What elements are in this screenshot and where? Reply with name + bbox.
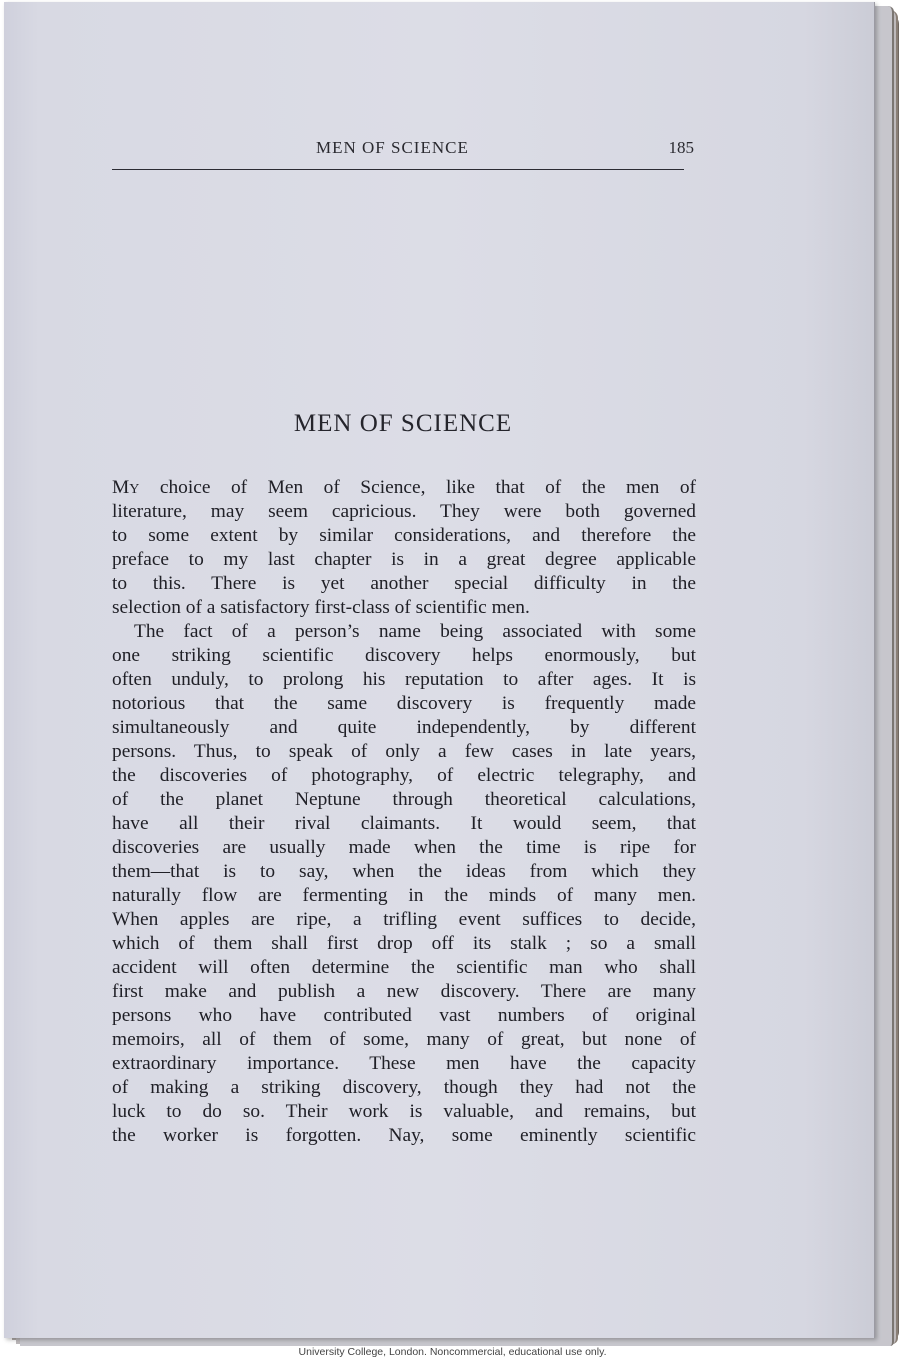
text-line: extraordinary importance. These men have the capacity <box>112 1053 696 1074</box>
text-line: to this. There is yet another special difficulty in the <box>112 573 696 594</box>
text-line: the worker is forgotten. Nay, some eminently scientific <box>112 1125 696 1146</box>
text-line: The fact of a person’s name being associated with some <box>134 621 696 642</box>
text-line: of making a striking discovery, though they had not the <box>112 1077 696 1098</box>
chapter-title: MEN OF SCIENCE <box>293 410 513 437</box>
text-line: persons. Thus, to speak of only a few cases in late years, <box>112 741 696 762</box>
text-line: notorious that the same discovery is frequently made <box>112 693 696 714</box>
footer-credit: University College, London. Noncommercial, educational use only. <box>298 1346 607 1358</box>
text-line: discoveries are usually made when the time is ripe for <box>112 837 696 858</box>
text-line-content: choice of Men of Science, like that of the men of <box>139 477 696 498</box>
body-text <box>112 476 696 1148</box>
text-line: accident will often determine the scientific man who shall <box>112 957 696 978</box>
text-line: simultaneously and quite independently, by different <box>112 717 696 738</box>
drop-word: My <box>112 477 140 498</box>
text-line: which of them shall first drop off its stalk ; so a small <box>112 933 696 954</box>
book-page <box>4 2 875 1338</box>
text-line: naturally flow are fermenting in the minds of many men. <box>112 885 696 906</box>
text-line: to some extent by similar considerations, and therefore the <box>112 525 696 546</box>
text-line: first make and publish a new discovery. There are many <box>112 981 696 1002</box>
text-line: of the planet Neptune through theoretical calculations, <box>112 789 696 810</box>
running-head-title: MEN OF SCIENCE <box>316 138 469 157</box>
text-line: When apples are ripe, a trifling event suffices to decide, <box>112 909 696 930</box>
text-line: memoirs, all of them of some, many of great, but none of <box>112 1029 696 1050</box>
text-line: one striking scientific discovery helps enormously, but <box>112 645 696 666</box>
text-line: them—that is to say, when the ideas from which they <box>112 861 696 882</box>
text-line: literature, may seem capricious. They were both governed <box>112 501 696 522</box>
header-rule <box>112 169 684 170</box>
running-head <box>112 138 694 160</box>
text-line: often unduly, to prolong his reputation to after ages. It is <box>112 669 696 690</box>
page-number: 185 <box>668 138 694 157</box>
text-line <box>112 476 696 500</box>
text-line: preface to my last chapter is in a great degree applicable <box>112 549 696 570</box>
text-line: luck to do so. Their work is valuable, and remains, but <box>112 1101 696 1122</box>
text-line: selection of a satisfactory first-class of scientific men. <box>112 597 530 618</box>
text-line: the discoveries of photography, of electric telegraphy, and <box>112 765 696 786</box>
text-line: have all their rival claimants. It would seem, that <box>112 813 696 834</box>
text-line: persons who have contributed vast numbers of original <box>112 1005 696 1026</box>
